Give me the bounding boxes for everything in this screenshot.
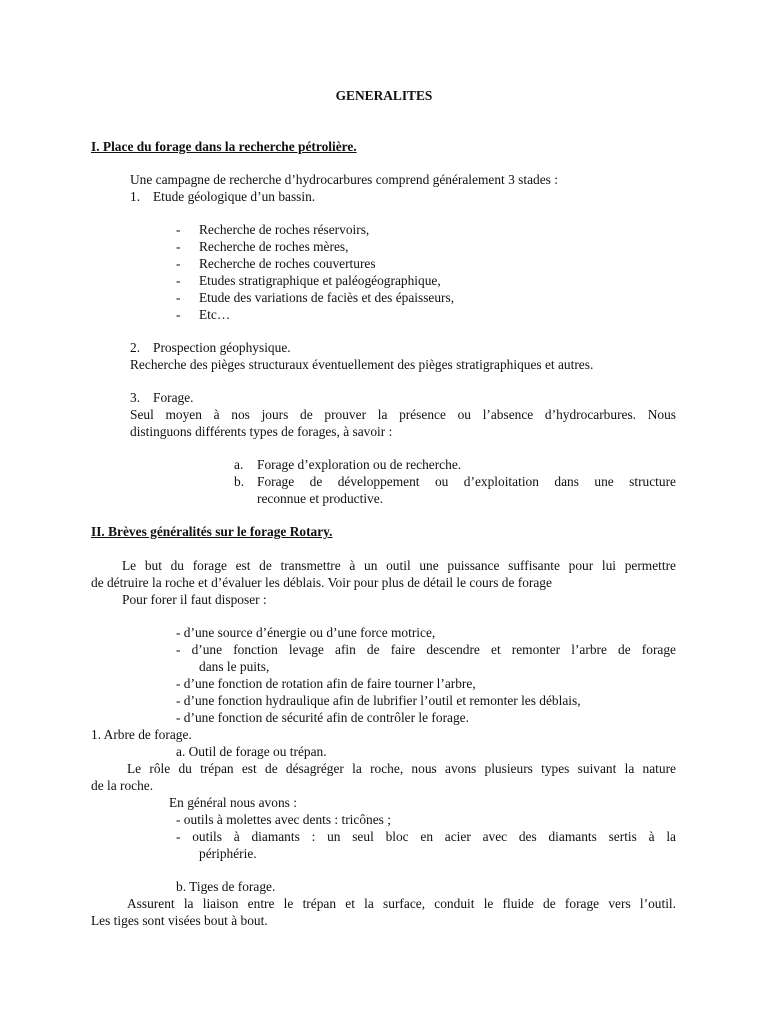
stage-3-text-line-2: distinguons différents types de forages, à savoir : (130, 424, 393, 439)
type-b-letter: b. (234, 474, 245, 489)
list-item: Recherche de roches couvertures (199, 256, 376, 271)
stage-3-number: 3. (130, 390, 141, 405)
section-1-heading: I. Place du forage dans la recherche pétrolière. (91, 139, 357, 154)
list-item: Etc… (199, 307, 231, 322)
subsection-1a-text-line-1: Le rôle du trépan est de désagréger la roche, nous avons plusieurs types suivant la nature (127, 761, 676, 776)
section-2-para-line-1: Le but du forage est de transmettre à un outil une puissance suffisante pour lui permettre (122, 558, 676, 573)
stage-1-title: Etude géologique d’un bassin. (153, 189, 316, 204)
list-item: Recherche de roches réservoirs, (199, 222, 370, 237)
list-bullet: - (176, 239, 181, 254)
stage-3-title: Forage. (153, 390, 194, 405)
list-item: - outils à diamants : un seul bloc en acier avec des diamants sertis à la (176, 829, 676, 844)
type-b-text-line-2: reconnue et productive. (257, 491, 384, 506)
list-item: Etude des variations de faciès et des épaisseurs, (199, 290, 455, 305)
list-item-continuation: dans le puits, (199, 659, 270, 674)
subsection-1a-text-line-2: de la roche. (91, 778, 154, 793)
page-title: GENERALITES (335, 88, 433, 103)
list-bullet: - (176, 273, 181, 288)
subsection-1b-text-line-2: Les tiges sont visées bout à bout. (91, 913, 268, 928)
list-item-continuation: périphérie. (199, 846, 257, 861)
list-item: - d’une fonction de rotation afin de faire tourner l’arbre, (176, 676, 476, 691)
section-1-intro: Une campagne de recherche d’hydrocarbures comprend généralement 3 stades : (130, 172, 558, 187)
stage-2-title: Prospection géophysique. (153, 340, 291, 355)
type-a-letter: a. (234, 457, 244, 472)
stage-1-number: 1. (130, 189, 141, 204)
stage-3-text-line-1: Seul moyen à nos jours de prouver la présence ou l’absence d’hydrocarbures. Nous (130, 407, 676, 422)
section-2-para-line-2: de détruire la roche et d’évaluer les déblais. Voir pour plus de détail le cours de forage (91, 575, 552, 590)
subsection-1a-title: a. Outil de forage ou trépan. (176, 744, 327, 759)
list-bullet: - (176, 222, 181, 237)
stage-2-number: 2. (130, 340, 141, 355)
subsection-1-title: 1. Arbre de forage. (91, 727, 192, 742)
list-bullet: - (176, 290, 181, 305)
list-item: - d’une fonction de sécurité afin de contrôler le forage. (176, 710, 469, 725)
list-bullet: - (176, 256, 181, 271)
list-bullet: - (176, 307, 181, 322)
subsection-1a-general: En général nous avons : (169, 795, 297, 810)
section-2-heading: II. Brèves généralités sur le forage Rotary. (91, 524, 333, 539)
stage-2-text: Recherche des pièges structuraux éventuellement des pièges stratigraphiques et autres. (130, 357, 594, 372)
section-2-para-line-3: Pour forer il faut disposer : (122, 592, 267, 607)
list-item: - d’une fonction levage afin de faire descendre et remonter l’arbre de forage (176, 642, 676, 657)
list-item: Etudes stratigraphique et paléogéographique, (199, 273, 441, 288)
type-a-text: Forage d’exploration ou de recherche. (257, 457, 462, 472)
list-item: Recherche de roches mères, (199, 239, 349, 254)
type-b-text-line-1: Forage de développement ou d’exploitation dans une structure (257, 474, 676, 489)
subsection-1b-title: b. Tiges de forage. (176, 879, 276, 894)
subsection-1b-text-line-1: Assurent la liaison entre le trépan et la surface, conduit le fluide de forage vers l’outil. (127, 896, 676, 911)
list-item: - outils à molettes avec dents : tricônes ; (176, 812, 391, 827)
list-item: - d’une source d’énergie ou d’une force motrice, (176, 625, 436, 640)
list-item: - d’une fonction hydraulique afin de lubrifier l’outil et remonter les déblais, (176, 693, 581, 708)
